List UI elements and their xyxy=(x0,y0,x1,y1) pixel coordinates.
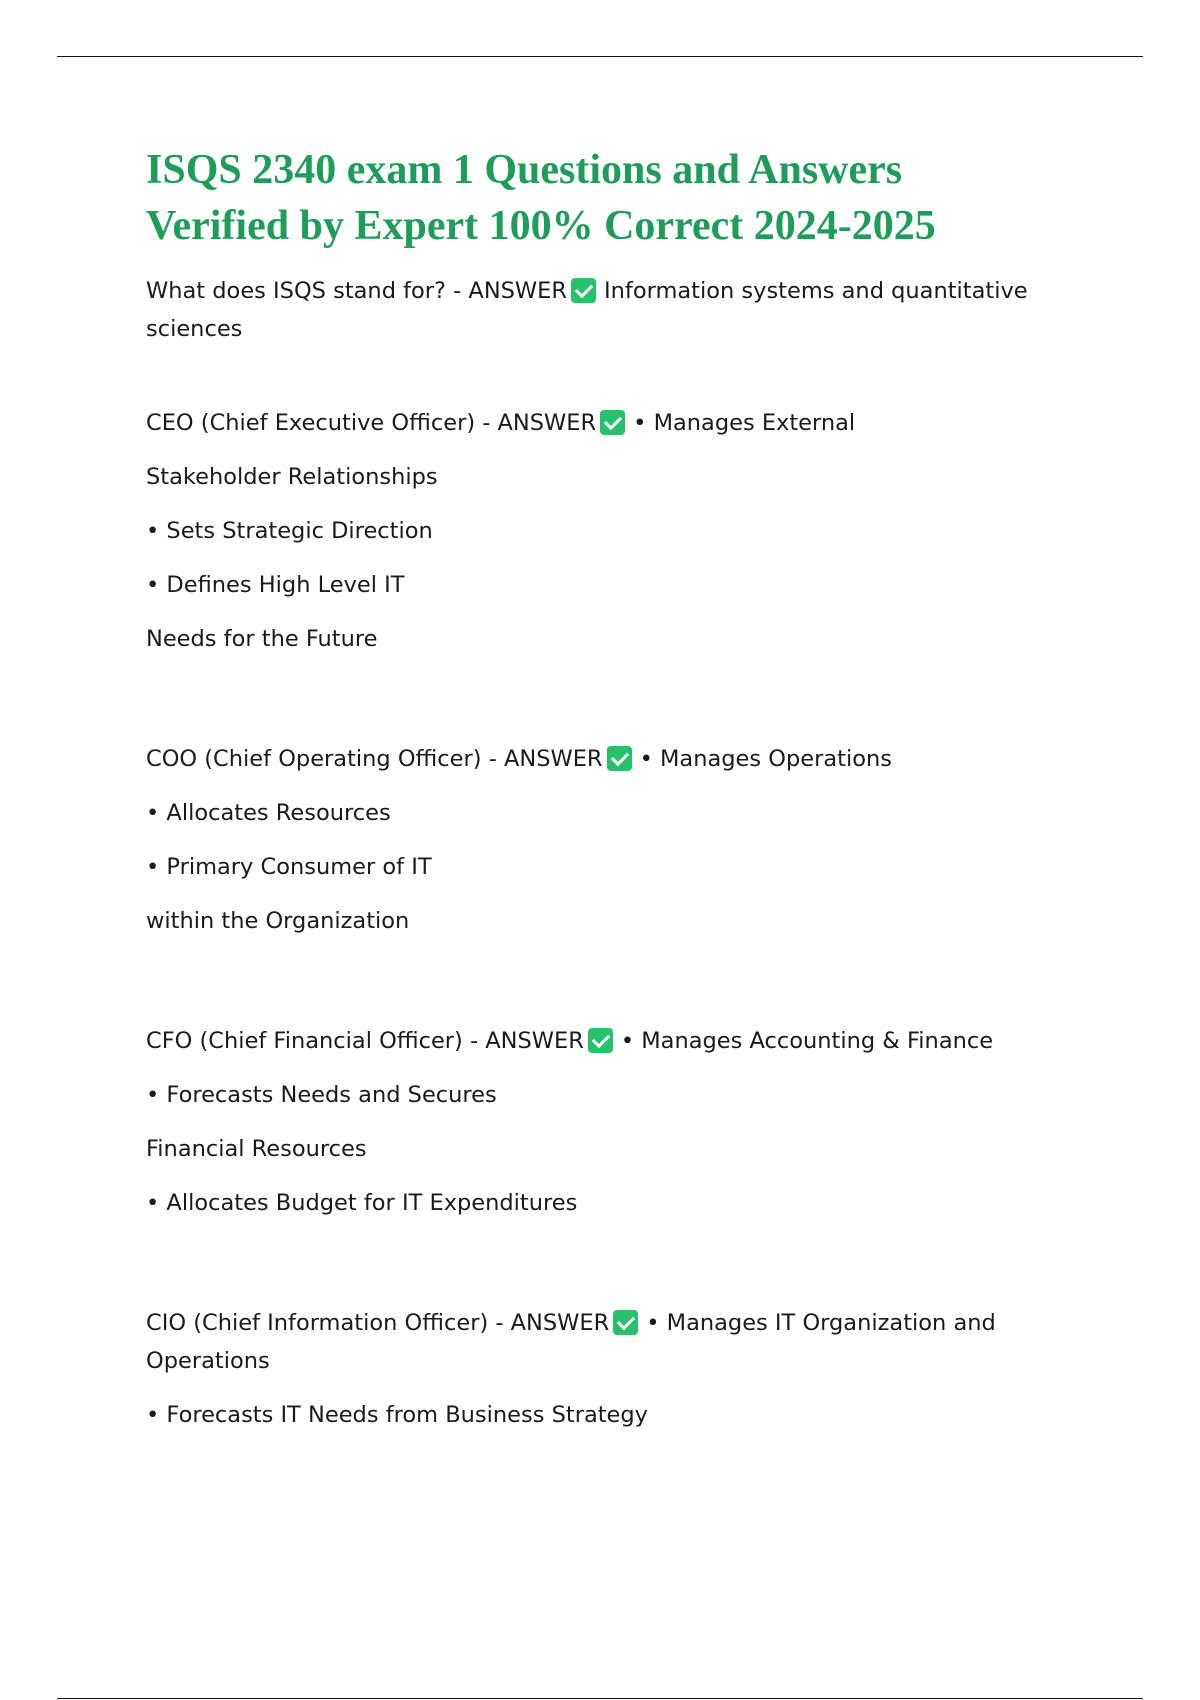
question-text: CFO (Chief Financial Officer) - ANSWER xyxy=(146,1028,584,1054)
check-mark-icon xyxy=(607,746,632,771)
qa-entry xyxy=(146,272,1086,348)
document-body xyxy=(146,142,1086,1450)
answer-text: • Manages Operations xyxy=(639,746,892,772)
answer-line: • Primary Consumer of IT xyxy=(146,854,432,880)
answer-text: Information systems and quantitative xyxy=(604,278,1028,304)
title-line-1: ISQS 2340 exam 1 Questions and Answers xyxy=(146,147,903,193)
question-text: COO (Chief Operating Officer) - ANSWER xyxy=(146,746,603,772)
answer-line: Needs for the Future xyxy=(146,626,378,652)
answer-wrap-line: sciences xyxy=(146,316,243,342)
answer-line: • Allocates Resources xyxy=(146,800,391,826)
answer-line: Stakeholder Relationships xyxy=(146,464,438,490)
check-mark-icon xyxy=(613,1310,638,1335)
answer-line: • Allocates Budget for IT Expenditures xyxy=(146,1190,578,1216)
check-mark-icon xyxy=(571,278,596,303)
check-mark-icon xyxy=(588,1028,613,1053)
answer-wrap-line: Operations xyxy=(146,1348,270,1374)
qa-first-line xyxy=(146,272,1086,310)
question-text: What does ISQS stand for? - ANSWER xyxy=(146,278,568,304)
answer-line: within the Organization xyxy=(146,908,410,934)
answer-text: • Manages External xyxy=(633,410,856,436)
qa-first-line xyxy=(146,740,1086,778)
question-text: CEO (Chief Executive Officer) - ANSWER xyxy=(146,410,597,436)
qa-first-line xyxy=(146,404,1086,442)
bottom-rule xyxy=(57,1698,1143,1699)
answer-line: • Sets Strategic Direction xyxy=(146,518,433,544)
qa-entry xyxy=(146,1304,1086,1434)
qa-first-line xyxy=(146,1022,1086,1060)
title-line-2: Verified by Expert 100% Correct 2024-2025 xyxy=(146,203,936,249)
check-mark-icon xyxy=(600,410,625,435)
answer-text: • Manages Accounting & Finance xyxy=(620,1028,994,1054)
qa-entry xyxy=(146,740,1086,940)
answer-line: • Defines High Level IT xyxy=(146,572,405,598)
qa-first-line xyxy=(146,1304,1086,1342)
answer-line: • Forecasts IT Needs from Business Strategy xyxy=(146,1402,648,1428)
qa-entry xyxy=(146,1022,1086,1222)
answer-text: • Manages IT Organization and xyxy=(646,1310,996,1336)
top-rule xyxy=(57,56,1143,57)
question-text: CIO (Chief Information Officer) - ANSWER xyxy=(146,1310,610,1336)
qa-entry xyxy=(146,404,1086,658)
answer-line: Financial Resources xyxy=(146,1136,367,1162)
document-title xyxy=(146,142,1086,254)
answer-line: • Forecasts Needs and Secures xyxy=(146,1082,497,1108)
